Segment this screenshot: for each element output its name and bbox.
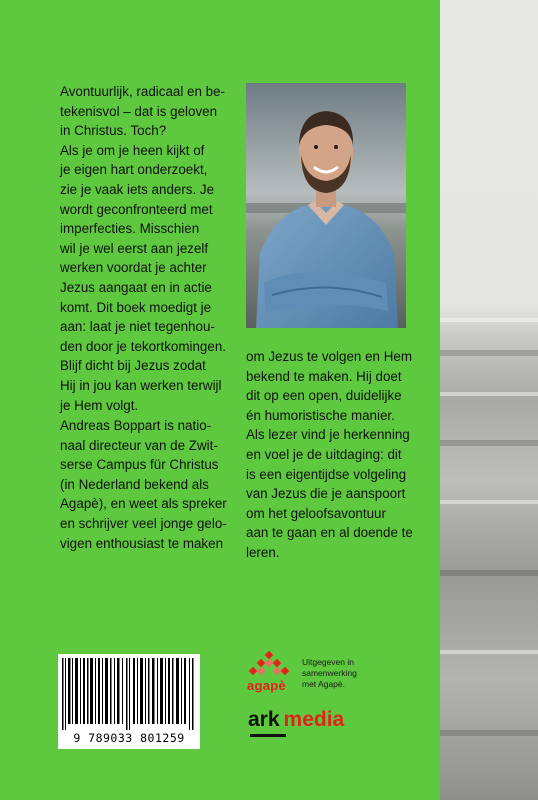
blurb-continuation: om Jezus te volgen en Hem bekend te maken. Hij doet dit op een open, duidelijke én humoristische manier. Als lezer vind je herkenning en voel je de uitdaging: dit is een eigentijdse volgeling van Jezus die je aanspoort om het geloofsavontuur aan te gaan en al doende te leren. (246, 349, 413, 560)
isbn-barcode (58, 654, 200, 749)
author-photo-illustration (246, 83, 406, 328)
author-bio: Andreas Boppart is natio- naal directeur van de Zwit- serse Campus für Christus (in Nederland bekend als Agapè), en weet als spreker en schrijver veel jonge gelo- vigen enthousiast te maken (60, 418, 227, 551)
ark-media-logo (248, 708, 344, 732)
ark-wordmark: ark (248, 708, 280, 731)
publisher-tagline: Uitgegeven in samenwerking met Agapè. (302, 657, 357, 689)
agape-wordmark: agapè (247, 678, 287, 693)
author-photo (246, 83, 406, 328)
blurb-intro: Avontuurlijk, radicaal en be- tekenisvol – dat is geloven in Christus. Toch? Als je om je heen kijkt of je eigen hart onderzoekt, zie je vaak iets anders. Je wordt geconfronteerd met imperfecties. Misschien wil je wel eerst aan jezelf werken voordat je achter Jezus aangaat en in actie komt. Dit boek moedigt je aan: laat je niet tegenhou- den door je tekortkomingen. Blijf dicht bij Jezus zodat Hij in jou kan werken terwijl je Hem volgt. (60, 84, 226, 413)
isbn-number: 9 789033 801259 (73, 731, 185, 745)
background-stone-steps (440, 0, 538, 800)
barcode-bars (62, 658, 196, 730)
media-wordmark: media (283, 708, 345, 731)
ark-underline (250, 734, 286, 737)
